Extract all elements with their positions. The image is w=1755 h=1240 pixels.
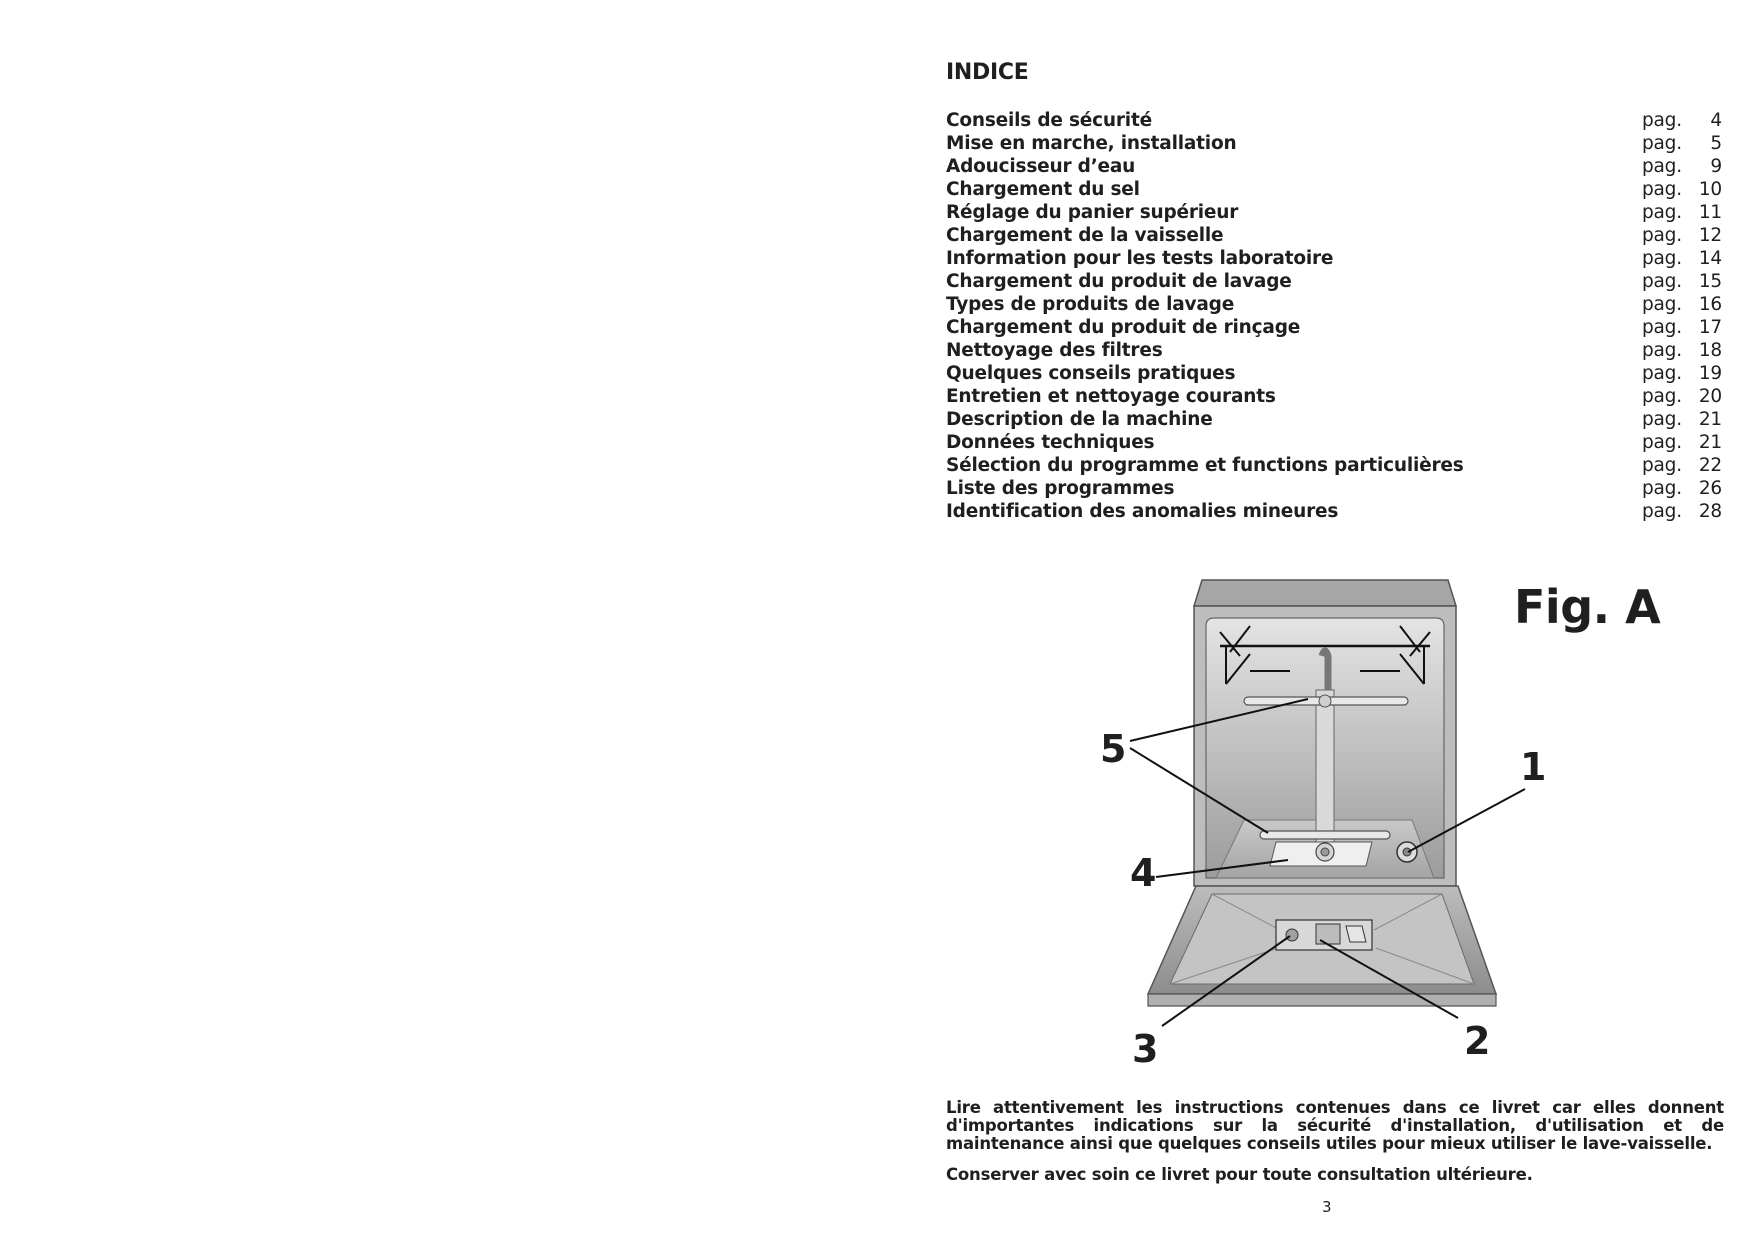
- toc-entry-pag: pag.: [1642, 133, 1682, 154]
- toc-entry-page-number: 10: [1698, 179, 1722, 200]
- toc-entry: [946, 201, 1722, 224]
- toc-entry-pag: pag.: [1642, 455, 1682, 476]
- toc-entry: [946, 224, 1722, 247]
- toc-entry-page-number: 19: [1698, 363, 1722, 384]
- toc-entry-label: Adoucisseur d’eau: [946, 156, 1136, 177]
- toc-entry: [946, 132, 1722, 155]
- toc-entry-pag: pag.: [1642, 110, 1682, 131]
- toc-entry-pag: pag.: [1642, 202, 1682, 223]
- toc-entry-pag: pag.: [1642, 225, 1682, 246]
- toc-entry-pag: pag.: [1642, 478, 1682, 499]
- toc-entry: [946, 431, 1722, 454]
- toc-entry: [946, 155, 1722, 178]
- toc-title: INDICE: [946, 60, 1029, 85]
- toc-entry-page-number: 26: [1698, 478, 1722, 499]
- toc-entry-label: Conseils de sécurité: [946, 110, 1152, 131]
- toc-entry: [946, 477, 1722, 500]
- toc-entry-pag: pag.: [1642, 271, 1682, 292]
- toc-entry: [946, 454, 1722, 477]
- toc-entry-page-number: 12: [1698, 225, 1722, 246]
- toc-entry-label: Mise en marche, installation: [946, 133, 1237, 154]
- page-number: 3: [1322, 1198, 1332, 1216]
- toc-entry-page-number: 28: [1698, 501, 1722, 522]
- toc-entry-label: Description de la machine: [946, 409, 1213, 430]
- toc-entry-page-number: 22: [1698, 455, 1722, 476]
- callout-3: 3: [1132, 1027, 1159, 1071]
- toc-entry-page-number: 21: [1698, 409, 1722, 430]
- toc-entry-pag: pag.: [1642, 340, 1682, 361]
- toc-entry-pag: pag.: [1642, 432, 1682, 453]
- toc-entry-label: Nettoyage des filtres: [946, 340, 1163, 361]
- toc-entry-label: Chargement du sel: [946, 179, 1140, 200]
- toc-entry-pag: pag.: [1642, 156, 1682, 177]
- toc-entry-label: Chargement du produit de rinçage: [946, 317, 1301, 338]
- callout-1: 1: [1520, 745, 1547, 789]
- callout-4: 4: [1130, 851, 1157, 895]
- toc-entry-page-number: 16: [1698, 294, 1722, 315]
- callout-5: 5: [1100, 727, 1127, 771]
- dishwasher-illustration: [1100, 560, 1660, 1080]
- toc-entry: [946, 109, 1722, 132]
- table-of-contents: [946, 109, 1722, 523]
- toc-entry-label: Identification des anomalies mineures: [946, 501, 1339, 522]
- toc-entry-label: Chargement de la vaisselle: [946, 225, 1224, 246]
- toc-entry-pag: pag.: [1642, 409, 1682, 430]
- toc-entry-page-number: 9: [1710, 156, 1722, 177]
- cabinet-top: [1194, 580, 1456, 606]
- toc-entry: [946, 178, 1722, 201]
- callout-2: 2: [1464, 1019, 1491, 1063]
- dishwasher-drawing: [1100, 560, 1660, 1080]
- toc-entry-pag: pag.: [1642, 363, 1682, 384]
- toc-entry-page-number: 15: [1698, 271, 1722, 292]
- toc-entry-pag: pag.: [1642, 317, 1682, 338]
- toc-entry-pag: pag.: [1642, 294, 1682, 315]
- toc-entry-page-number: 4: [1710, 110, 1722, 131]
- keep-notice: Conserver avec soin ce livret pour toute consultation ultérieure.: [946, 1165, 1533, 1184]
- toc-entry-page-number: 21: [1698, 432, 1722, 453]
- toc-entry-pag: pag.: [1642, 179, 1682, 200]
- toc-entry-label: Types de produits de lavage: [946, 294, 1235, 315]
- toc-entry-label: Entretien et nettoyage courants: [946, 386, 1276, 407]
- toc-entry: [946, 316, 1722, 339]
- toc-entry: [946, 362, 1722, 385]
- toc-entry-page-number: 14: [1698, 248, 1722, 269]
- toc-entry-page-number: 11: [1698, 202, 1722, 223]
- toc-entry-page-number: 17: [1698, 317, 1722, 338]
- lower-spray-arm: [1260, 831, 1390, 839]
- toc-entry: [946, 339, 1722, 362]
- toc-entry: [946, 500, 1722, 523]
- toc-entry-pag: pag.: [1642, 248, 1682, 269]
- toc-entry-label: Chargement du produit de lavage: [946, 271, 1292, 292]
- toc-entry-page-number: 20: [1698, 386, 1722, 407]
- toc-entry-pag: pag.: [1642, 501, 1682, 522]
- toc-entry-label: Réglage du panier supérieur: [946, 202, 1239, 223]
- toc-entry-label: Liste des programmes: [946, 478, 1175, 499]
- toc-entry: [946, 408, 1722, 431]
- toc-entry-label: Information pour les tests laboratoire: [946, 248, 1334, 269]
- toc-entry: [946, 247, 1722, 270]
- toc-entry: [946, 385, 1722, 408]
- toc-entry-label: Données techniques: [946, 432, 1155, 453]
- toc-entry-page-number: 5: [1710, 133, 1722, 154]
- figure-title: Fig. A: [1514, 580, 1661, 634]
- toc-entry: [946, 293, 1722, 316]
- intro-paragraph: Lire attentivement les instructions contenues dans ce livret car elles donnent d'importantes indications sur la sécurité d'installation, d'utilisation et de maintenance ainsi que quelques conseils utiles pour mieux utiliser le lave-vaisselle.: [946, 1098, 1724, 1153]
- toc-entry-label: Quelques conseils pratiques: [946, 363, 1236, 384]
- toc-entry-page-number: 18: [1698, 340, 1722, 361]
- toc-entry: [946, 270, 1722, 293]
- toc-entry-pag: pag.: [1642, 386, 1682, 407]
- toc-entry-label: Sélection du programme et functions particulières: [946, 455, 1464, 476]
